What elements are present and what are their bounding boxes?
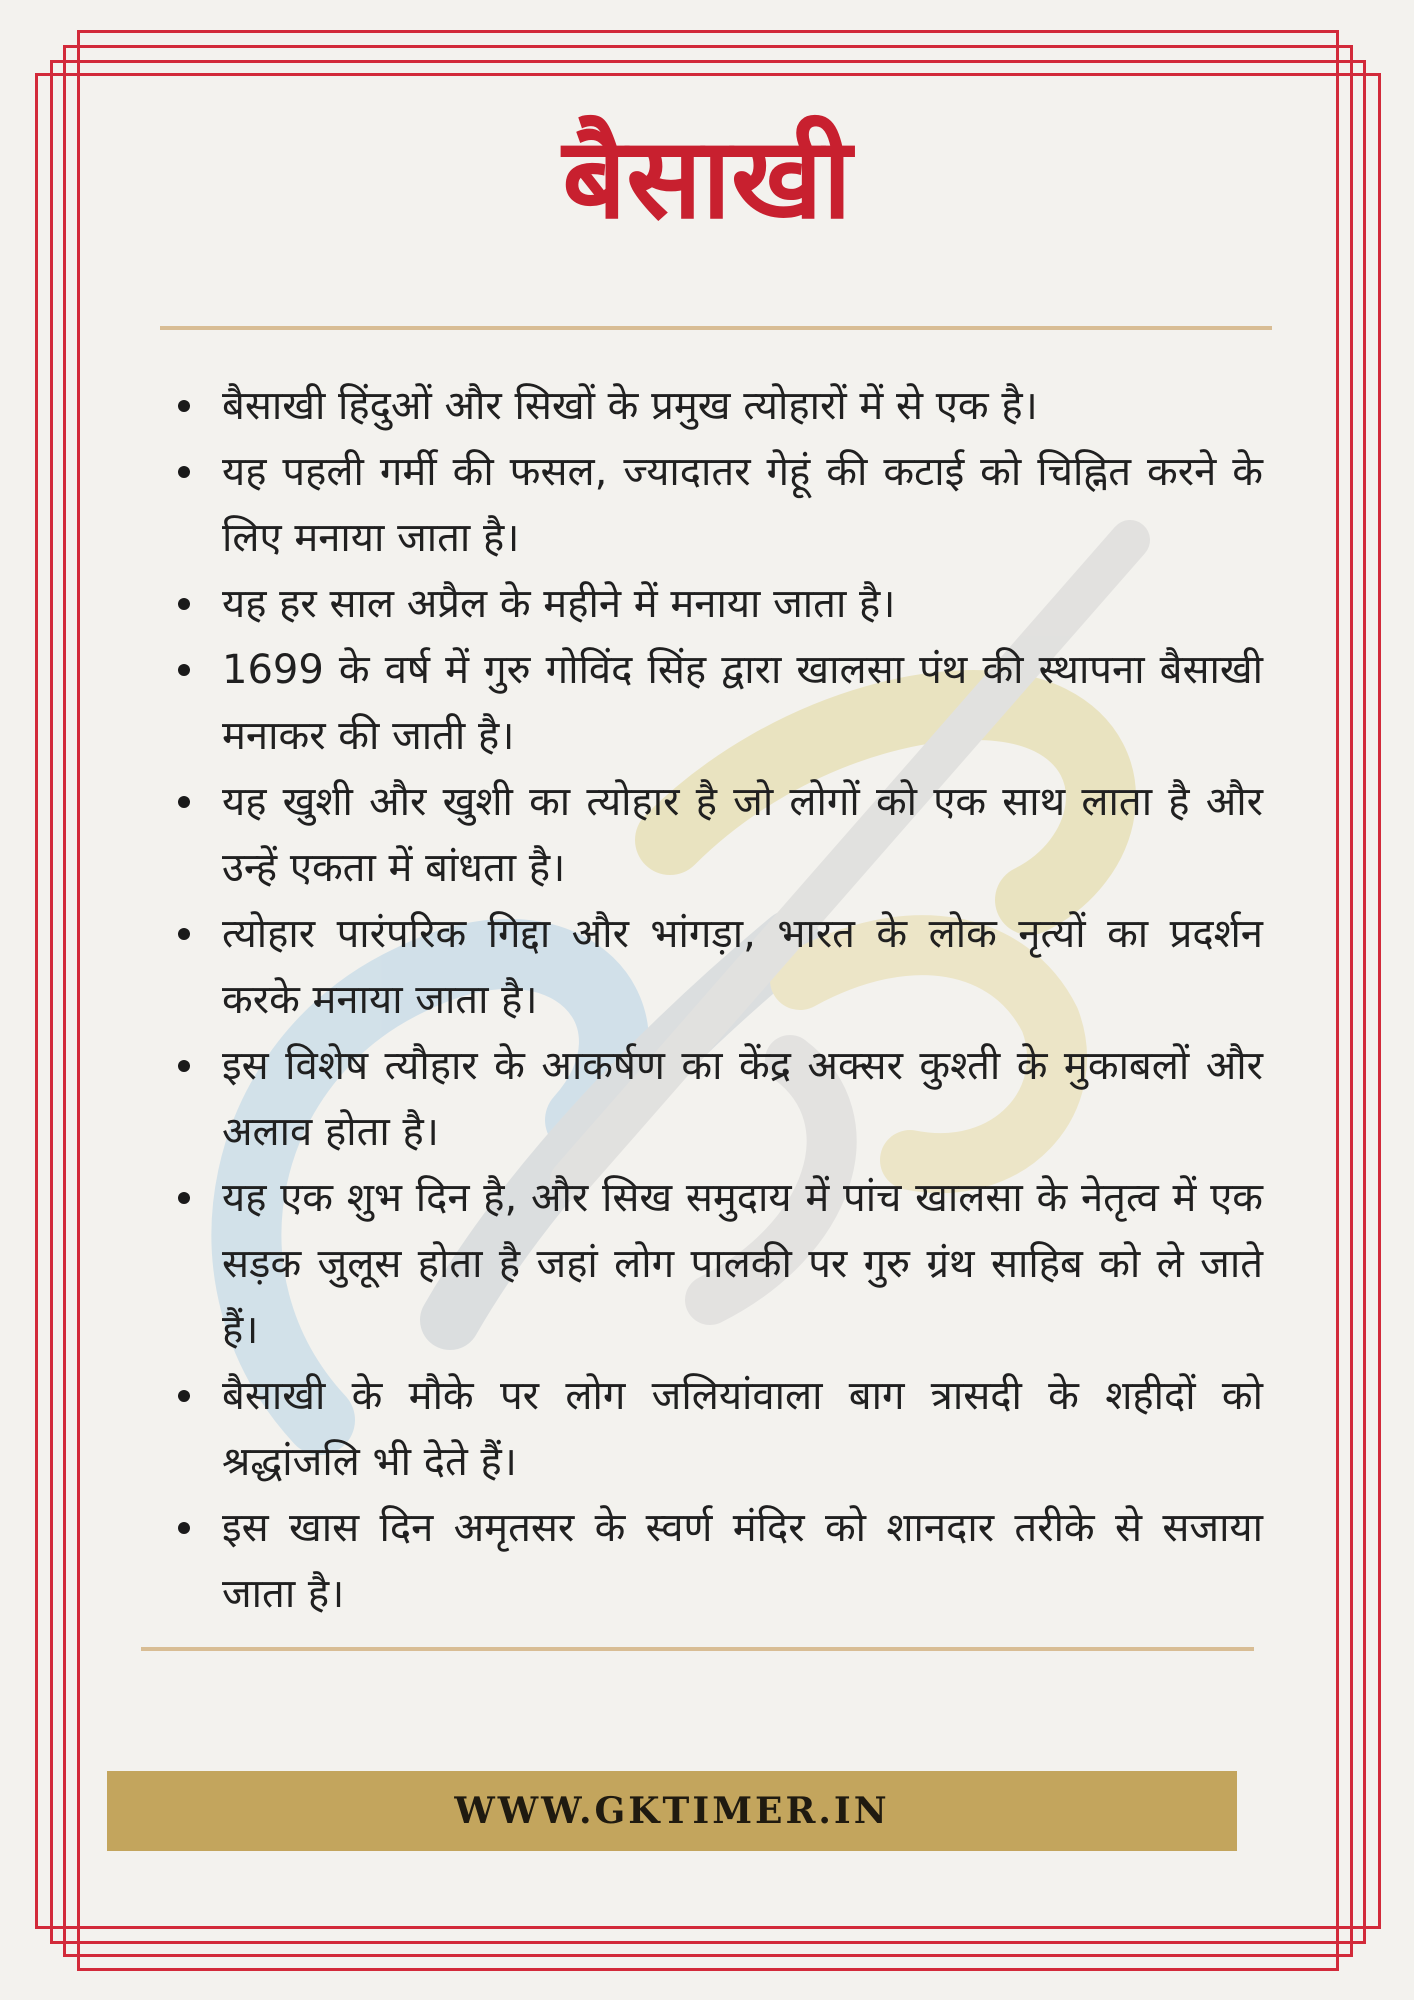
list-item: त्योहार पारंपरिक गिद्दा और भांगड़ा, भारत के लोक नृत्यों का प्रदर्शन करके मनाया जाता है। (178, 901, 1263, 1033)
list-item: 1699 के वर्ष में गुरु गोविंद सिंह द्वारा खालसा पंथ की स्थापना बैसाखी मनाकर की जाती है। (178, 637, 1263, 769)
list-item: इस विशेष त्यौहार के आकर्षण का केंद्र अक्सर कुश्ती के मुकाबलों और अलाव होता है। (178, 1033, 1263, 1165)
page-title: बैसाखी (562, 114, 852, 244)
list-item: बैसाखी के मौके पर लोग जलियांवाला बाग त्रासदी के शहीदों को श्रद्धांजलि भी देते हैं। (178, 1363, 1263, 1495)
title-divider (160, 326, 1272, 330)
list-item: यह एक शुभ दिन है, और सिख समुदाय में पांच खालसा के नेतृत्व में एक सड़क जुलूस होता है जहां लोग पालकी पर गुरु ग्रंथ साहिब को ले जाते हैं। (178, 1165, 1263, 1363)
content-divider (141, 1647, 1254, 1651)
list-item: इस खास दिन अमृतसर के स्वर्ण मंदिर को शानदार तरीके से सजाया जाता है। (178, 1495, 1263, 1627)
list-item: यह हर साल अप्रैल के महीने में मनाया जाता है। (178, 571, 1263, 637)
bullet-list (178, 373, 1263, 1627)
list-item: यह खुशी और खुशी का त्योहार है जो लोगों को एक साथ लाता है और उन्हें एकता में बांधता है। (178, 769, 1263, 901)
footer-banner (107, 1771, 1237, 1851)
list-item: बैसाखी हिंदुओं और सिखों के प्रमुख त्योहारों में से एक है। (178, 373, 1263, 439)
website-link[interactable]: WWW.GKTIMER.IN (454, 1790, 890, 1832)
list-item: यह पहली गर्मी की फसल, ज्यादातर गेहूं की कटाई को चिह्नित करने के लिए मनाया जाता है। (178, 439, 1263, 571)
